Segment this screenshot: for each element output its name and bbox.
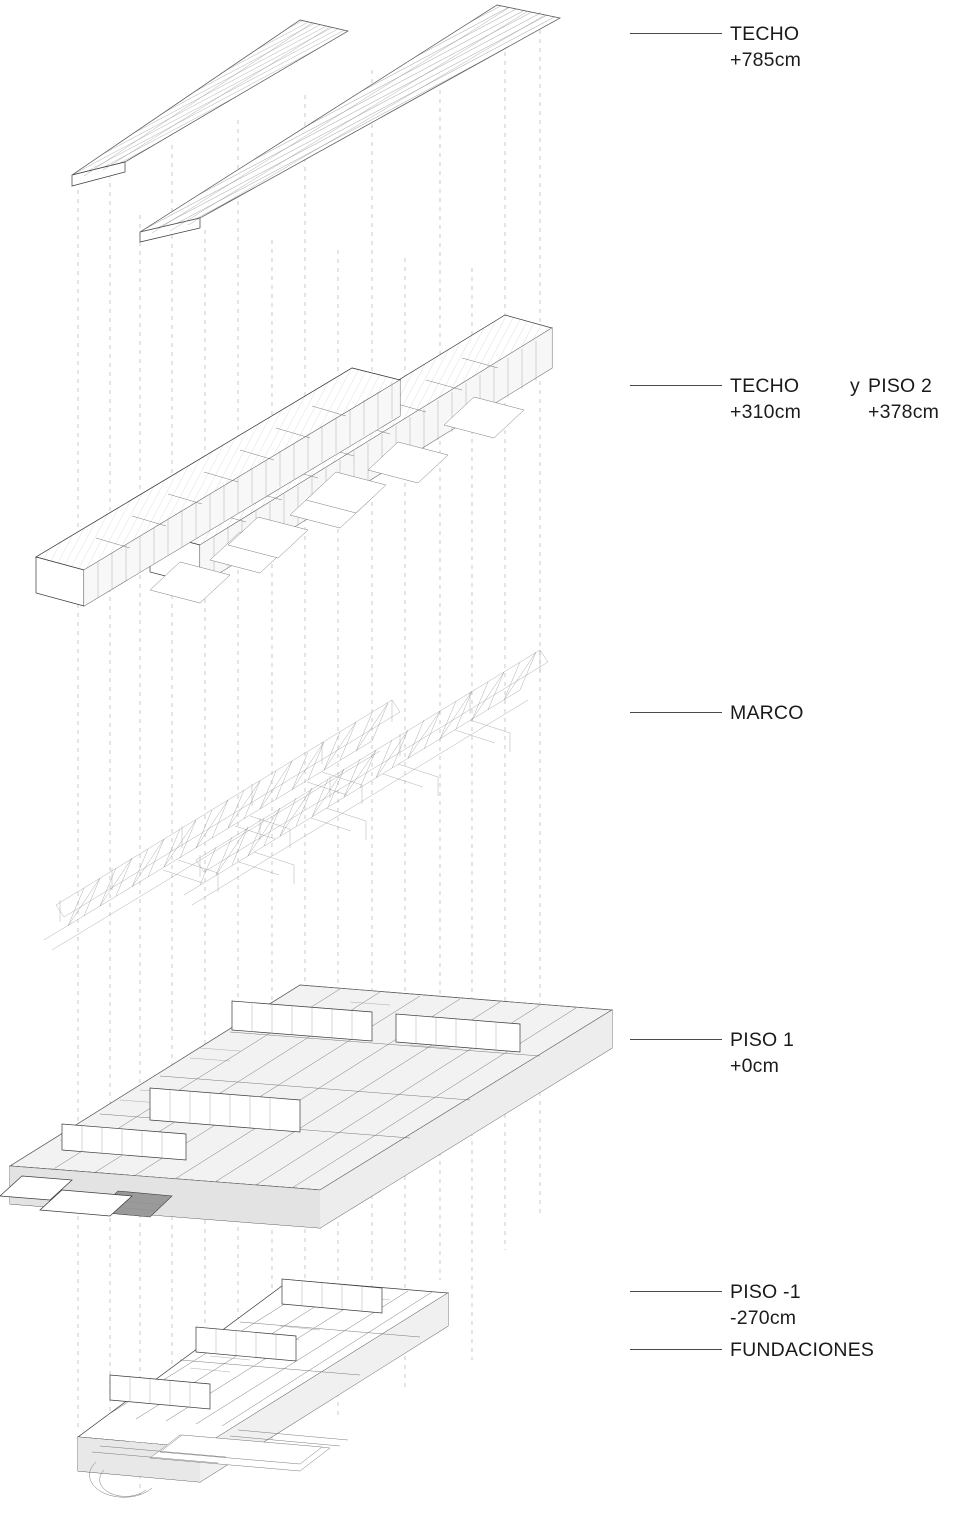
label-techo-value: +785cm: [730, 48, 802, 71]
annotation-fundaciones: [630, 1338, 874, 1364]
leader-line-fundaciones: [630, 1349, 722, 1350]
label-techo2-title: TECHO: [730, 375, 800, 397]
label-piso-menos1-title: PISO -1: [730, 1281, 801, 1303]
annotation-techo: [630, 22, 801, 73]
label-piso2-title: PISO 2: [868, 375, 933, 397]
label-marco-title: MARCO: [730, 702, 804, 724]
label-piso1-value: +0cm: [730, 1054, 780, 1077]
label-joiner-spacer: [842, 400, 868, 426]
label-joiner: y: [850, 375, 860, 397]
label-piso2-value: +378cm: [868, 400, 940, 423]
annotation-piso1: [630, 1028, 794, 1079]
leader-line-piso-menos1: [630, 1291, 722, 1292]
layer-piso1: [0, 985, 612, 1228]
label-fundaciones-title: FUNDACIONES: [730, 1339, 875, 1361]
leader-line-piso1: [630, 1039, 722, 1040]
annotation-marco: [630, 701, 804, 727]
label-techo-title: TECHO: [730, 23, 800, 45]
leader-line-marco: [630, 712, 722, 713]
leader-line-techo-piso2: [630, 385, 722, 386]
layer-marco: [44, 650, 548, 950]
layer-piso-menos1: [78, 1279, 448, 1497]
layer-techo: [72, 5, 560, 242]
label-piso-menos1-value: -270cm: [730, 1306, 797, 1329]
annotation-piso-menos1: [630, 1280, 801, 1331]
label-techo2-value: +310cm: [730, 400, 802, 423]
label-piso1-title: PISO 1: [730, 1029, 795, 1051]
layer-techo-piso2: [36, 315, 552, 606]
annotation-techo-piso2: [630, 374, 939, 425]
annotation-column: [630, 0, 960, 1509]
leader-line-techo: [630, 33, 722, 34]
